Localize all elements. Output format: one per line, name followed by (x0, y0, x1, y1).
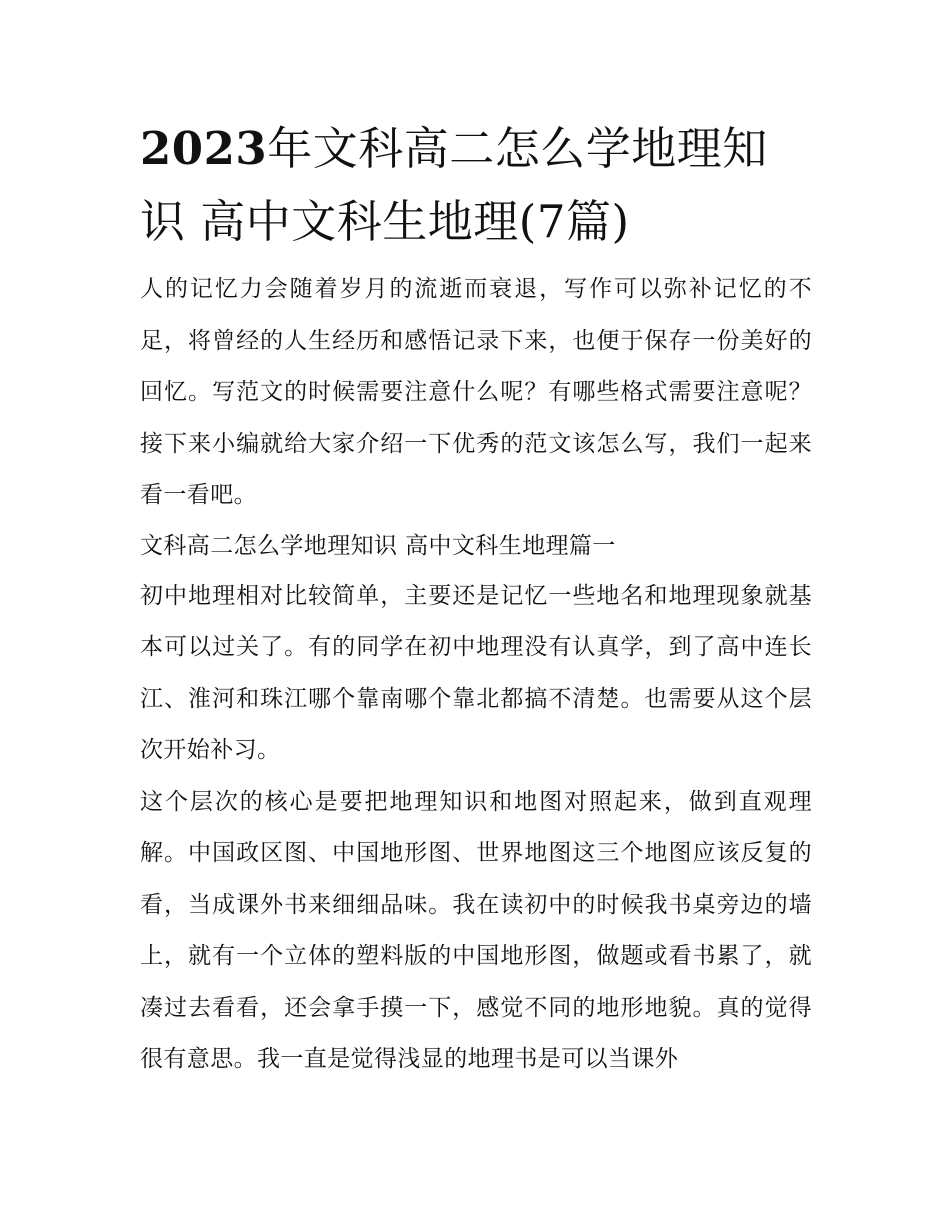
section-heading: 文科高二怎么学地理知识 高中文科生地理篇一 (140, 532, 616, 559)
document-page (140, 112, 812, 1086)
intro-paragraph: 人的记忆力会随着岁月的流逝而衰退，写作可以弥补记忆的不足，将曾经的人生经历和感悟记录下来，也便于保存一份美好的回忆。写范文的时候需要注意什么呢？有哪些格式需要注意呢？接下来小编就给大家介绍一下优秀的范文该怎么写，我们一起来看一看吧。 (140, 276, 812, 508)
document-title: 2023年文科高二怎么学地理知识 高中文科生地理(7篇) (140, 122, 768, 248)
body-paragraph-2: 这个层次的核心是要把地理知识和地图对照起来，做到直观理解。中国政区图、中国地形图、世界地图这三个地图应该反复的看，当成课外书来细细品味。我在读初中的时候我书桌旁边的墙上，就有一个立体的塑料版的中国地形图，做题或看书累了，就凑过去看看，还会拿手摸一下，感觉不同的地形地貌。真的觉得很有意思。我一直是觉得浅显的地理书是可以当课外 (140, 788, 812, 1072)
body-paragraph-1: 初中地理相对比较简单，主要还是记忆一些地名和地理现象就基本可以过关了。有的同学在初中地理没有认真学，到了高中连长江、淮河和珠江哪个靠南哪个靠北都搞不清楚。也需要从这个层次开始补习。 (140, 582, 812, 763)
